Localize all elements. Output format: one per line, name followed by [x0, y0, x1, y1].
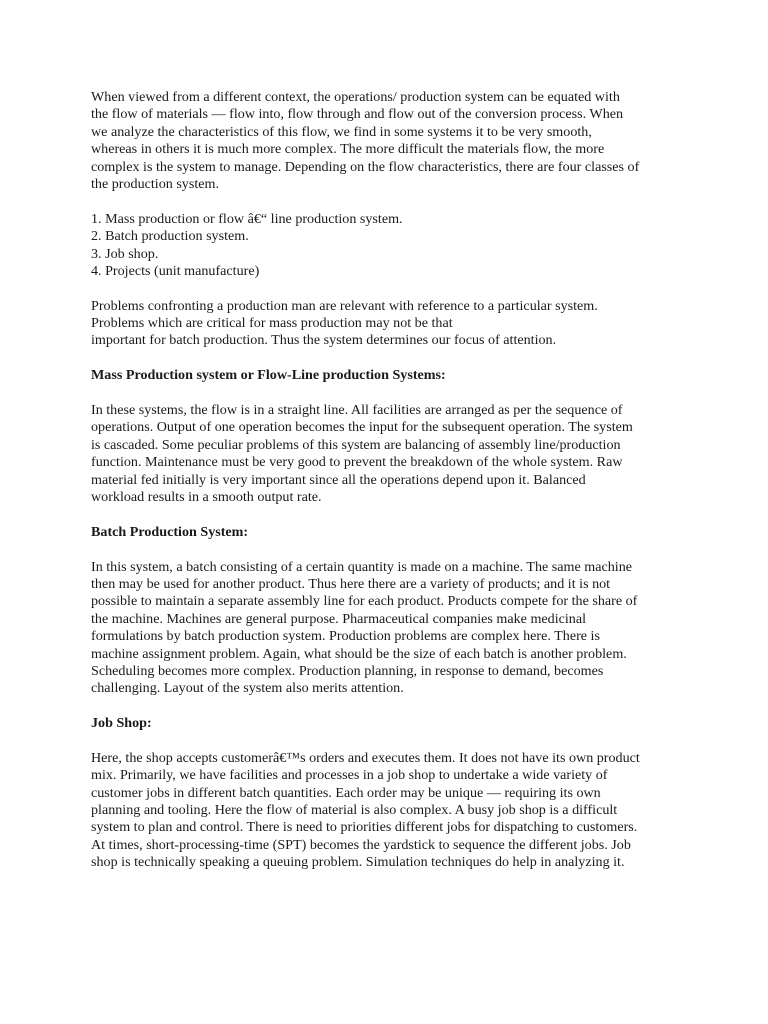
text-line: Problems which are critical for mass production may not be that — [91, 315, 453, 332]
text-line: then may be used for another product. Thus here there are a variety of products; and it is not — [91, 575, 611, 592]
list-item: 4. Projects (unit manufacture) — [91, 262, 260, 279]
problems-paragraph — [91, 298, 691, 350]
text-line: customer jobs in different batch quantities. Each order may be unique — requiring its own — [91, 784, 601, 801]
text-line: At times, short-processing-time (SPT) becomes the yardstick to sequence the different jobs. Job — [91, 836, 631, 853]
mass-production-paragraph — [91, 402, 691, 506]
text-line: formulations by batch production system. Production problems are complex here. There is — [91, 628, 600, 645]
document-page — [91, 89, 691, 872]
intro-paragraph — [91, 89, 691, 193]
text-line: function. Maintenance must be very good to prevent the breakdown of the whole system. Raw — [91, 454, 623, 471]
text-line: shop is technically speaking a queuing problem. Simulation techniques do help in analyzing it. — [91, 854, 625, 871]
list-item: 2. Batch production system. — [91, 228, 249, 245]
mass-production-heading: Mass Production system or Flow-Line production Systems: — [91, 367, 446, 384]
list-item: 1. Mass production or flow â€“ line production system. — [91, 210, 403, 227]
text-line: we analyze the characteristics of this flow, we find in some systems it to be very smooth, — [91, 123, 592, 140]
text-line: Here, the shop accepts customerâ€™s orders and executes them. It does not have its own product — [91, 749, 640, 766]
text-line: is cascaded. Some peculiar problems of this system are balancing of assembly line/production — [91, 436, 621, 453]
text-line: planning and tooling. Here the flow of material is also complex. A busy job shop is a difficult — [91, 802, 618, 819]
text-line: complex is the system to manage. Depending on the flow characteristics, there are four classes of — [91, 158, 640, 175]
list-item: 3. Job shop. — [91, 245, 159, 262]
production-classes-list — [91, 211, 691, 281]
text-line: challenging. Layout of the system also merits attention. — [91, 680, 404, 697]
batch-production-paragraph — [91, 559, 691, 698]
text-line: In this system, a batch consisting of a certain quantity is made on a machine. The same machine — [91, 558, 633, 575]
job-shop-heading: Job Shop: — [91, 715, 152, 732]
text-line: the machine. Machines are general purpose. Pharmaceutical companies make medicinal — [91, 610, 587, 627]
text-line: mix. Primarily, we have facilities and processes in a job shop to undertake a wide variety of — [91, 767, 608, 784]
text-line: system to plan and control. There is need to priorities different jobs for dispatching to customers. — [91, 819, 638, 836]
text-line: operations. Output of one operation becomes the input for the subsequent operation. The system — [91, 419, 633, 436]
text-line: machine assignment problem. Again, what should be the size of each batch is another problem. — [91, 645, 627, 662]
text-line: In these systems, the flow is in a straight line. All facilities are arranged as per the sequence of — [91, 402, 623, 419]
text-line: workload results in a smooth output rate. — [91, 489, 322, 505]
batch-production-heading: Batch Production System: — [91, 523, 249, 540]
text-line: possible to maintain a separate assembly line for each product. Products compete for the share of — [91, 593, 638, 610]
text-line: the flow of materials — flow into, flow through and flow out of the conversion process. When — [91, 106, 624, 123]
text-line: Scheduling becomes more complex. Production planning, in response to demand, becomes — [91, 662, 604, 679]
text-line: important for batch production. Thus the system determines our focus of attention. — [91, 332, 557, 349]
text-line: When viewed from a different context, the operations/ production system can be equated with — [91, 89, 620, 105]
text-line: whereas in others it is much more complex. The more difficult the materials flow, the more — [91, 141, 605, 158]
text-line: Problems confronting a production man are relevant with reference to a particular system. — [91, 297, 598, 314]
text-line: the production system. — [91, 175, 219, 192]
job-shop-paragraph — [91, 750, 691, 872]
text-line: material fed initially is very important since all the operations depend upon it. Balanced — [91, 471, 586, 488]
